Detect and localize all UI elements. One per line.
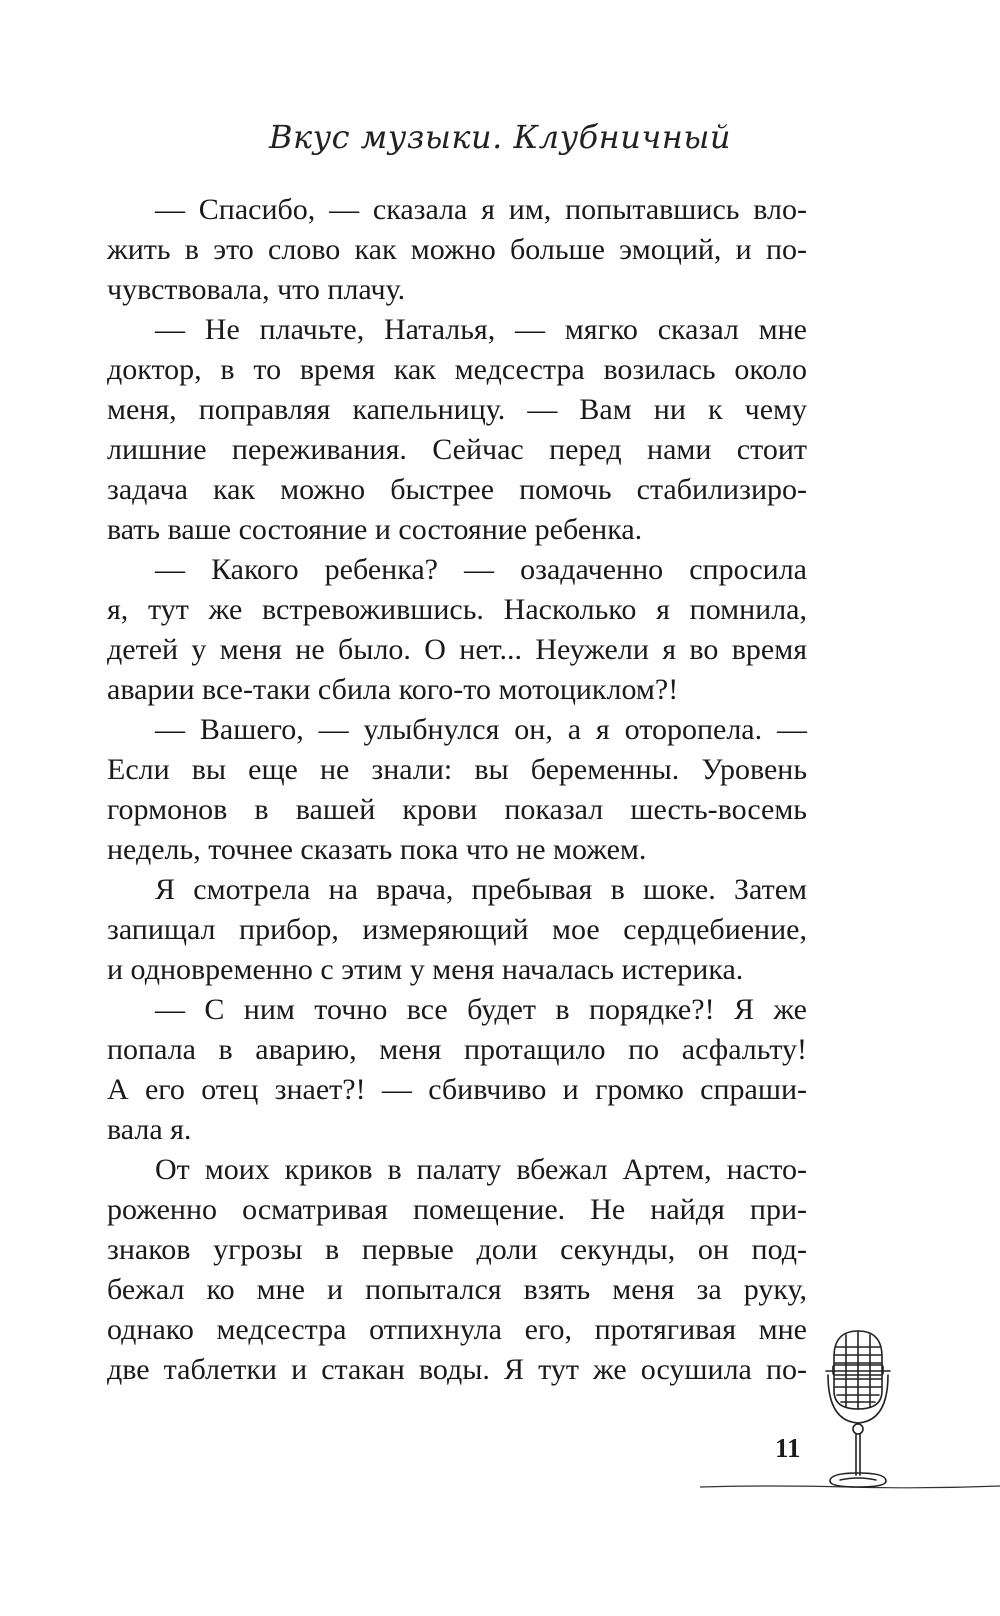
text-line: две таблетки и стакан воды. Я тут же осушила по- (107, 1353, 807, 1386)
running-header: Вкус музыки. Клубничный (268, 118, 732, 156)
text-line: От моих криков в палату вбежал Артем, насто- (155, 1153, 807, 1186)
text-line: — Вашего, — улыбнулся он, а я оторопела. — (155, 713, 807, 746)
page-number: 11 (775, 1433, 801, 1463)
text-line: меня, поправляя капельницу. — Вам ни к чему (107, 393, 807, 426)
text-line: и одновременно с этим у меня началась истерика. (107, 953, 744, 986)
text-line: детей у меня не было. О нет... Неужели я во время (107, 633, 807, 666)
text-line: лишние переживания. Сейчас перед нами стоит (107, 433, 807, 466)
text-line: я, тут же встревожившись. Насколько я помнила, (107, 593, 807, 626)
text-line: недель, точнее сказать пока что не можем. (107, 833, 647, 866)
text-line: — Не плачьте, Наталья, — мягко сказал мне (155, 313, 807, 346)
text-line: знаков угрозы в первые доли секунды, он под- (107, 1233, 807, 1266)
text-line: попала в аварию, меня протащило по асфальту! (107, 1033, 807, 1066)
text-line: роженно осматривая помещение. Не найдя при- (107, 1193, 807, 1226)
text-line: запищал прибор, измеряющий мое сердцебиение, (107, 913, 807, 946)
text-line: задача как можно быстрее помочь стабилизиро- (107, 473, 807, 506)
text-line: доктор, в то время как медсестра возилась около (107, 353, 807, 386)
text-line: А его отец знает?! — сбивчиво и громко спраши- (107, 1073, 807, 1106)
text-line: Я смотрела на врача, пребывая в шоке. Затем (155, 873, 807, 906)
text-line: Если вы еще не знали: вы беременны. Уровень (107, 753, 807, 786)
text-line: однако медсестра отпихнула его, протягивая мне (107, 1313, 807, 1346)
text-line: вала я. (107, 1113, 192, 1146)
microphone-icon (818, 1325, 898, 1490)
text-line: — С ним точно все будет в порядке?! Я же (155, 993, 807, 1026)
text-line: жить в это слово как можно больше эмоций, и по- (107, 233, 807, 266)
text-line: — Какого ребенка? — озадаченно спросила (155, 553, 807, 586)
text-line: бежал ко мне и попытался взять меня за руку, (107, 1273, 807, 1306)
text-line: вать ваше состояние и состояние ребенка. (107, 513, 643, 546)
body-text (107, 190, 807, 1390)
text-line: — Спасибо, — сказала я им, попытавшись вло- (155, 193, 807, 226)
text-line: аварии все-таки сбила кого-то мотоциклом?! (107, 673, 679, 706)
text-line: чувствовала, что плачу. (107, 273, 406, 306)
text-line: гормонов в вашей крови показал шесть-восемь (107, 793, 807, 826)
